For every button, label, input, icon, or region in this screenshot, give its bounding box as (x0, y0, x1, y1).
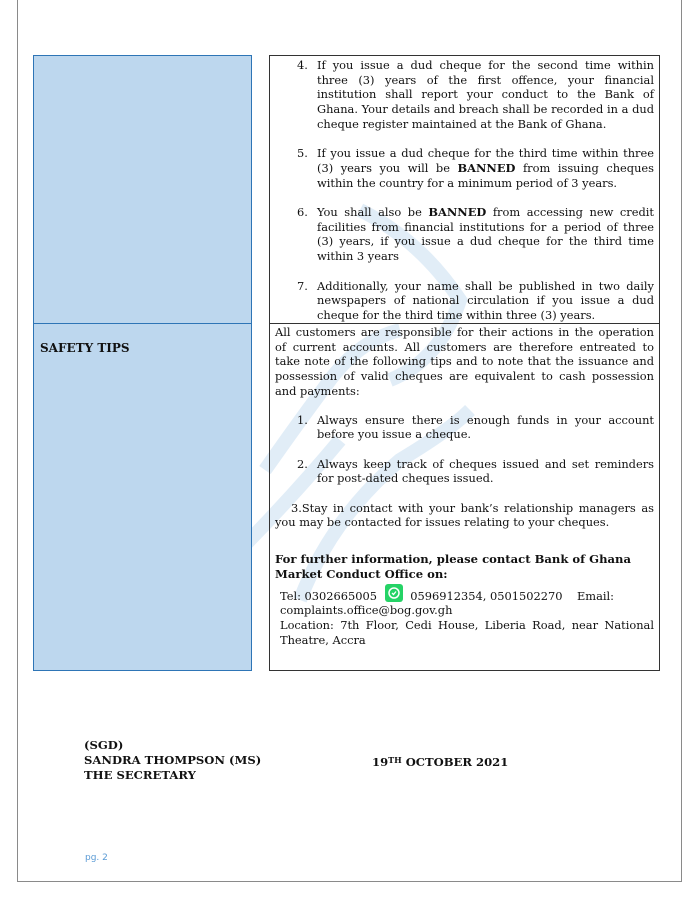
item-text: If you issue a dud cheque for the third time within three (3) years you will be (317, 146, 654, 175)
item-text: Additionally, your name shall be published in two daily newspapers of national circulation if you issue a dud cheque for the third time within three (3) years. (317, 278, 654, 322)
item-text: Always keep track of cheques issued and set reminders for post-dated cheques issued. (317, 456, 654, 486)
list-item (270, 457, 659, 486)
banned-emphasis: BANNED (428, 205, 487, 219)
page-number: pg. 2 (85, 853, 108, 863)
item-text: Always ensure there is enough funds in your account before you issue a cheque. (317, 412, 654, 442)
list-item (270, 279, 659, 323)
list-item (270, 413, 659, 442)
list-item (270, 205, 659, 264)
item-text: If you issue a dud cheque for the second time within three (3) years of the first offence, your financial institution shall report your conduct to the Bank of Ghana. Your details and breach shall be recorded in a dud cheque register maintained at the Bank of Ghana. (317, 58, 654, 131)
signed-marker: (SGD) (84, 738, 124, 752)
email-address[interactable]: complaints.office@bog.gov.gh (280, 603, 453, 618)
safety-intro: All customers are responsible for their actions in the operation of current accounts. All customers are therefore entreated to take note of the following tips and to note that the issuance and possession of valid cheques are equivalent to cash possession and payments: (275, 325, 654, 398)
content-cell-top (269, 55, 660, 324)
document-date (372, 753, 508, 770)
signatory-name: SANDRA THOMPSON (MS) (84, 753, 262, 767)
list-item (270, 58, 659, 132)
telephone: Tel: 0302665005 (280, 588, 378, 603)
whatsapp-icon (385, 584, 403, 602)
date-month-year: OCTOBER 2021 (401, 755, 509, 769)
banned-emphasis: BANNED (457, 160, 516, 175)
email-label: Email: (576, 588, 614, 603)
item-text: from issuing cheques within the country for a minimum period of 3 years. (317, 160, 654, 190)
label-cell-top (33, 55, 252, 324)
section-label-safety-tips: SAFETY TIPS (40, 341, 130, 355)
contact-heading: For further information, please contact Bank of Ghana Market Conduct Office on: (275, 552, 631, 581)
contact-details (270, 584, 659, 618)
item-number: 2. (297, 456, 308, 471)
office-location: Location: 7th Floor, Cedi House, Liberia Road, near National Theatre, Accra (280, 617, 654, 647)
item-number: 7. (297, 278, 308, 293)
list-item (270, 146, 659, 190)
label-cell-safety (33, 323, 252, 671)
safety-tip-3: 3.Stay in contact with your bank’s relationship managers as you may be contacted for issues relating to your cheques. (275, 500, 654, 530)
signatory-title: THE SECRETARY (84, 768, 196, 782)
whatsapp-numbers: 0596912354, 0501502270 (410, 588, 563, 603)
item-number: 1. (297, 412, 308, 427)
item-number: 6. (297, 205, 308, 219)
item-text: You shall also be (317, 205, 429, 219)
item-number: 5. (297, 146, 308, 161)
signature-block (84, 738, 261, 783)
content-cell-safety (269, 323, 660, 671)
date-day: 19 (372, 755, 389, 769)
item-number: 4. (297, 58, 308, 72)
date-suffix: TH (388, 755, 402, 765)
item-text: from accessing new credit facilities from financial institutions for a period of three (3) years, if you issue a dud cheque for the third time within 3 years (317, 205, 654, 264)
